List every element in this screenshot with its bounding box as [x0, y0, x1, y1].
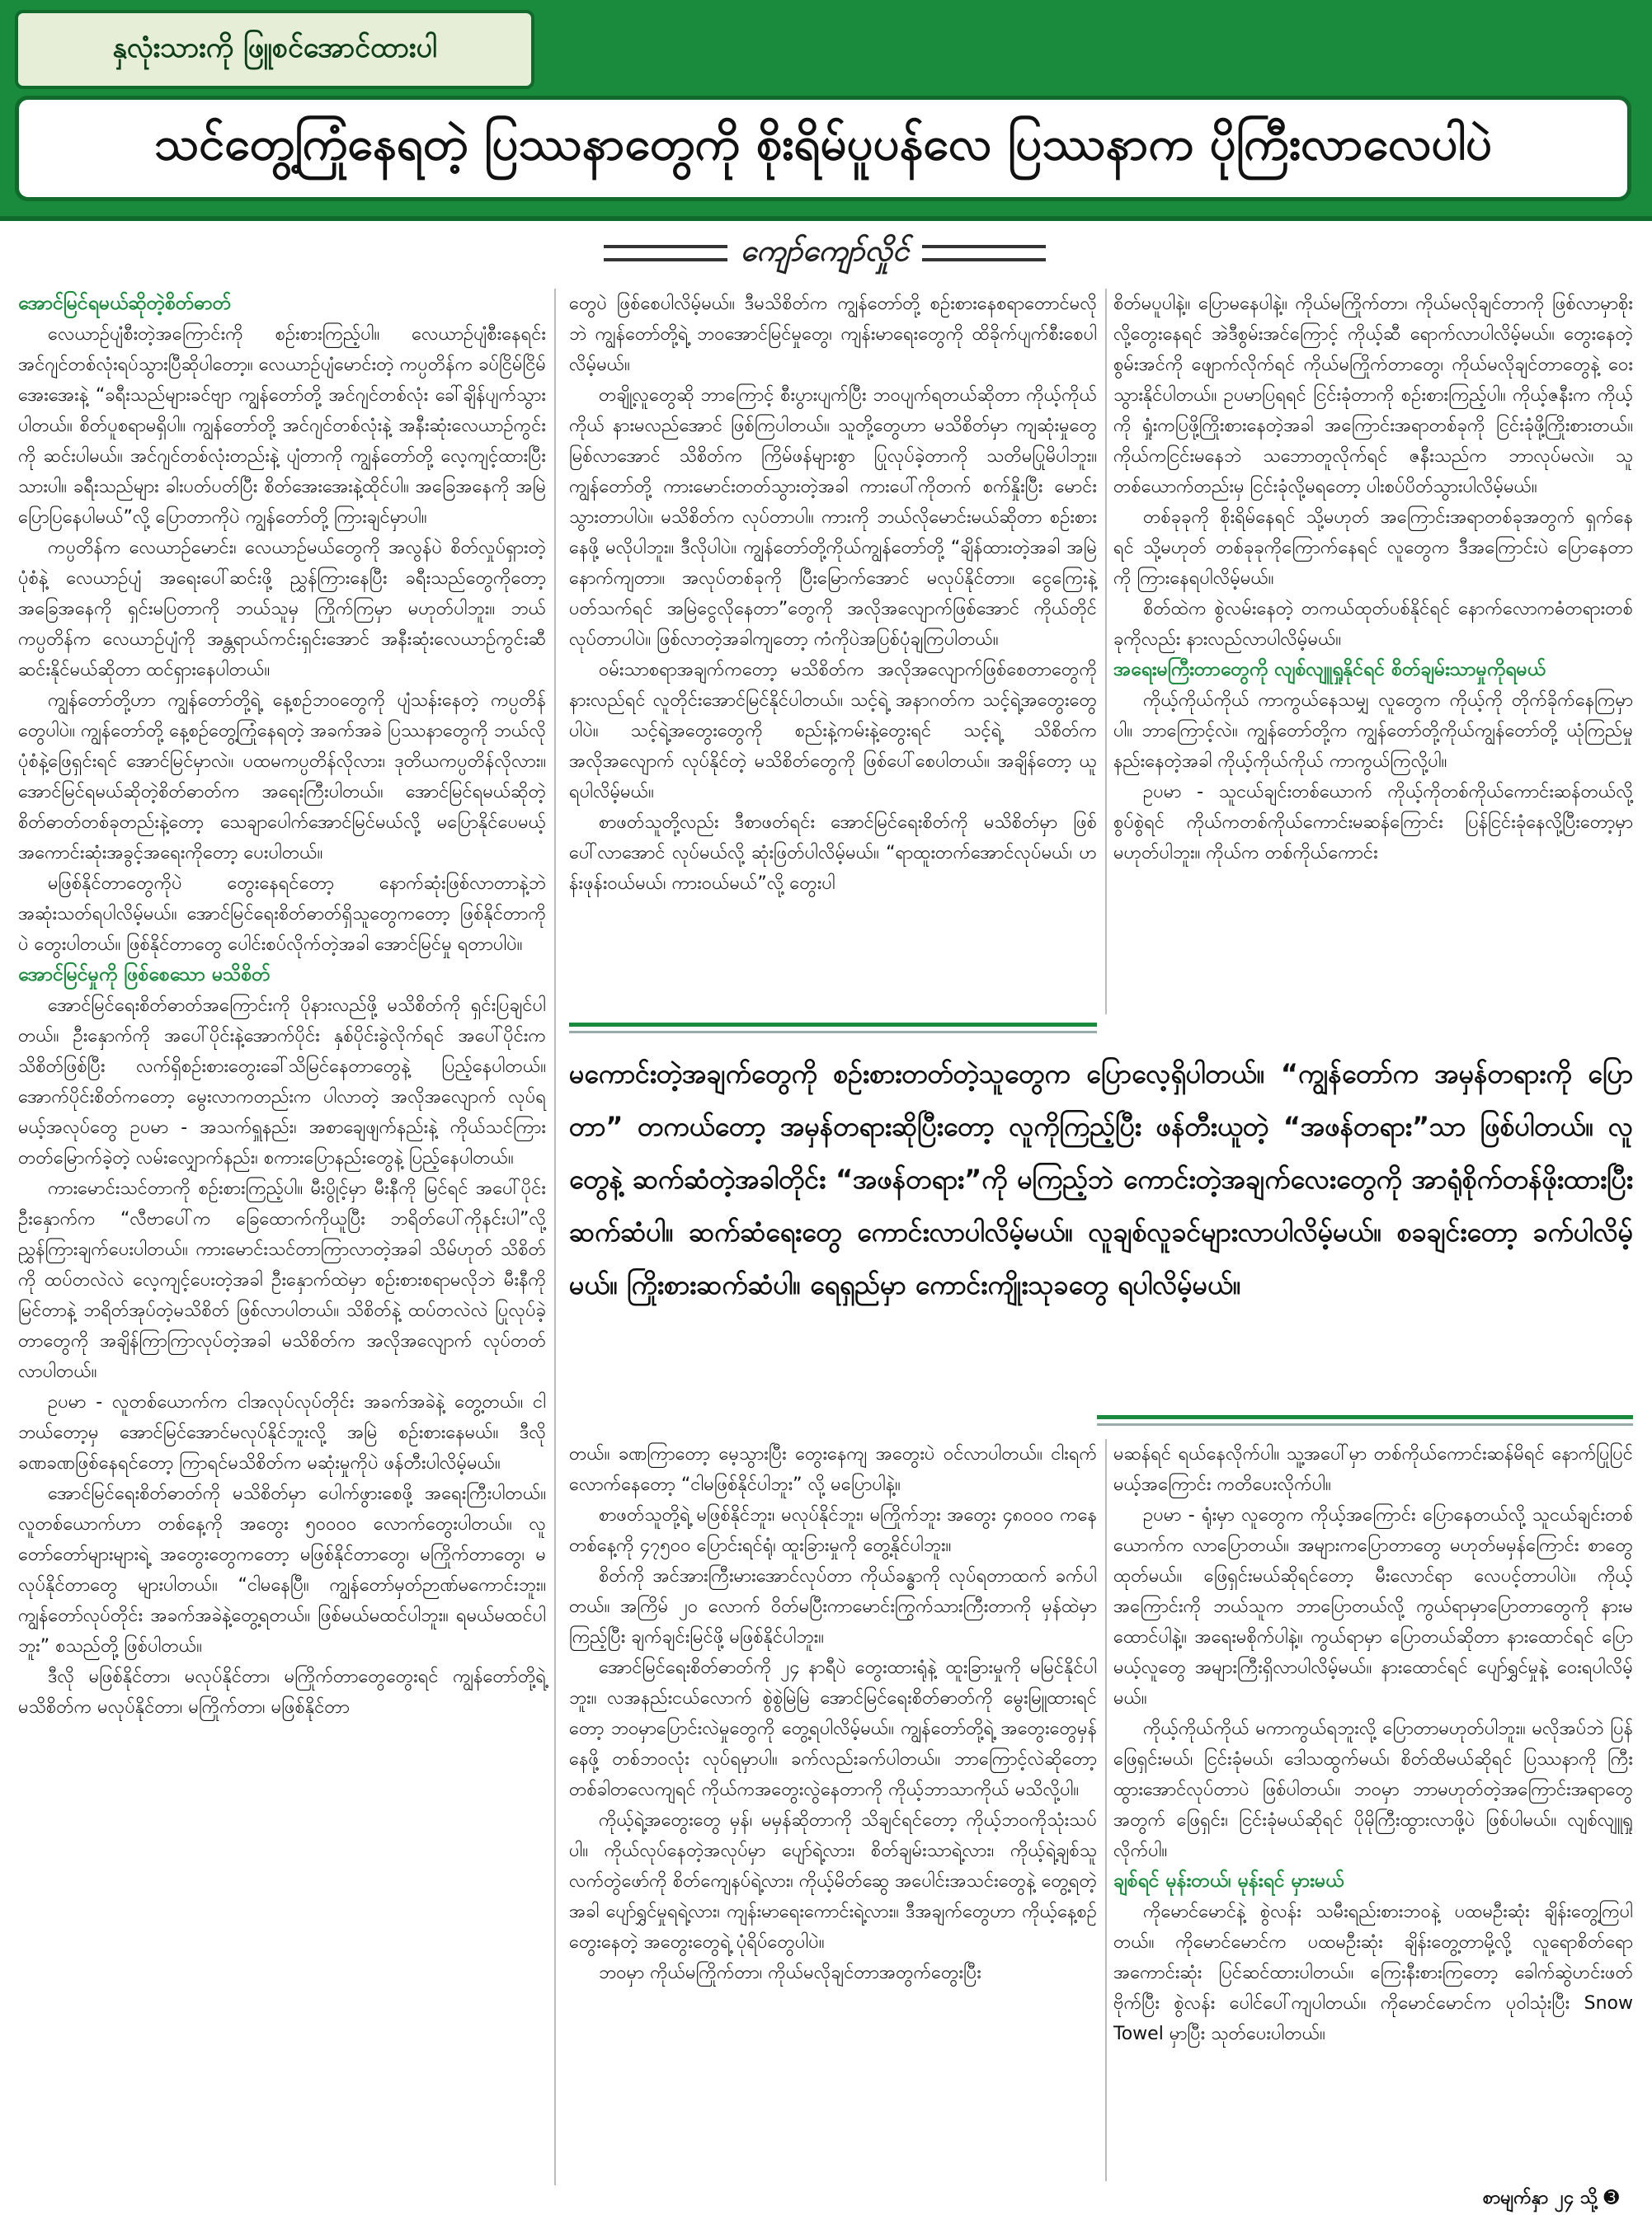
byline-rule-right: [922, 245, 1046, 261]
byline: [569, 233, 1080, 274]
paragraph: တွေပဲ ဖြစ်စေပါလိမ့်မယ်။ ဒီမသိစိတ်က ကျွန်တော်တို့ စဉ်းစားနေစရာတောင်မလိုဘဲ ကျွန်တော်တို့ရဲ့ ဘဝအောင်မြင်မှုတွေ၊ ကျန်းမာရေးတွေကို ထိခိုက်ပျက်စီးစေပါလိမ့်မယ်။: [569, 294, 1097, 375]
section-subhead: အောင်မြင်ရမယ်ဆိုတဲ့စိတ်ဓာတ်: [18, 293, 232, 314]
section-subhead: အောင်မြင်မှုကို ဖြစ်စေသော မသိစိတ်: [18, 964, 271, 985]
pull-quote-rule-top-thin: [569, 1031, 1097, 1033]
paragraph: ကိုယ့်ကိုယ်ကိုယ် ကာကွယ်နေသမျှ လူတွေက ကိုယ့်ကို တိုက်ခိုက်နေကြမှာပါ။ ဘာကြောင့်လဲ။ ကျွန်တော်တို့က ကျွန်တော်တို့ကိုယ်ကျွန်တော်တို့ ယုံကြည်မှုနည်းနေတဲ့အခါ ကိုယ့်ကိုယ်ကိုယ် ကာကွယ်ကြလို့ပါ။: [1113, 690, 1633, 772]
paragraph: တယ်။ ခဏကြာတော့ မေ့သွားပြီး တွေးနေကျ အတွေးပဲ ဝင်လာပါတယ်။ ငါးရက်လောက်နေတော့ “ငါမဖြစ်နိုင်ပါဘူး” လို့ မပြောပါနဲ့။: [569, 1444, 1097, 1495]
paragraph: အောင်မြင်ရေးစိတ်ဓာတ်အကြောင်းကို ပိုနားလည်ဖို့ မသိစိတ်ကို ရှင်းပြချင်ပါတယ်။ ဦးနှောက်ကို အပေါ်ပိုင်းနဲ့အောက်ပိုင်း နှစ်ပိုင်းခွဲလိုက်ရင် အပေါ်ပိုင်းကသိစိတ်ဖြစ်ပြီး လက်ရှိစဉ်းစားတွေးခေါ်သိမြင်နေတာတွေနဲ့ ပြည့်နေပါတယ်။ အောက်ပိုင်းစိတ်ကတော့ မွေးလာကတည်းက ပါလာတဲ့ အလိုအလျောက် လုပ်ရမယ့်အလုပ်တွေ ဥပမာ - အသက်ရှူနည်း၊ အစာချေဖျက်နည်းနဲ့ ကိုယ်သင်ကြားတတ်မြောက်ခဲ့တဲ့ လမ်းလျှောက်နည်း၊ စကားပြောနည်းတွေနဲ့ ပြည့်နေပါတယ်။: [18, 995, 546, 1169]
paragraph: ဥပမာ - သူငယ်ချင်းတစ်ယောက် ကိုယ့်ကိုတစ်ကိုယ်ကောင်းဆန်တယ်လို့ စွပ်စွဲရင် ကိုယ်ကတစ်ကိုယ်ကောင်းမဆန်ကြောင်း ပြန်ငြင်းခုံနေလို့ပြီးတော့မှာ မဟုတ်ပါဘူး။ ကိုယ်က တစ်ကိုယ်ကောင်း: [1113, 782, 1633, 863]
paragraph: ကျွန်တော်တို့ဟာ ကျွန်တော်တို့ရဲ့ နေ့စဉ်ဘဝတွေကို ပျံသန်းနေတဲ့ ကပ္ပတိန်တွေပါပဲ။ ကျွန်တော်တို့ နေ့စဉ်တွေ့ကြုံနေရတဲ့ အခက်အခဲ ပြဿနာတွေကို ဘယ်လိုပုံစံနဲ့ဖြေရှင်းရင် အောင်မြင်မှာလဲ။ ပထမကပ္ပတိန်လိုလား၊ ဒုတိယကပ္ပတိန်လိုလား။ အောင်မြင်ရမယ်ဆိုတဲ့စိတ်ဓာတ်က အရေးကြီးပါတယ်။ အောင်မြင်ရမယ်ဆိုတဲ့ စိတ်ဓာတ်တစ်ခုတည်းနဲ့တော့ သေချာပေါက်အောင်မြင်မယ်လို့ မပြောနိုင်ပေမယ့် အကောင်းဆုံးအခွင့်အရေးကိုတော့ ပေးပါတယ်။: [18, 690, 546, 863]
section-subhead: ချစ်ရင် မုန်းတယ်၊ မုန်းရင် မှားမယ်: [1113, 1870, 1344, 1892]
pull-quote-rule-bottom: [1097, 1415, 1633, 1419]
paragraph: အောင်မြင်ရေးစိတ်ဓာတ်ကို ၂၄ နာရီပဲ တွေးထားရုံနဲ့ ထူးခြားမှုကို မမြင်နိုင်ပါဘူး။ လအနည်းငယ်လောက် စွဲစွဲမြဲမြဲ အောင်မြင်ရေးစိတ်ဓာတ်ကို မွေးမြူထားရင်တော့ ဘဝမှာပြောင်းလဲမှုတွေကို တွေ့ရပါလိမ့်မယ်။ ကျွန်တော်တို့ရဲ့ အတွေးတွေမှန်နေဖို့ တစ်ဘဝလုံး လုပ်ရမှာပါ။ ခက်လည်းခက်ပါတယ်။ ဘာကြောင့်လဲဆိုတော့ တစ်ခါတလေကျရင် ကိုယ်ကအတွေးလွဲနေတာကို ကိုယ့်ဘာသာကိုယ် မသိလို့ပါ။: [569, 1658, 1097, 1800]
pull-quote: မကောင်းတဲ့အချက်တွေကို စဉ်းစားတတ်တဲ့သူတွေက ပြောလေ့ရှိပါတယ်။ “ကျွန်တော်က အမှန်တရားကို ပြောတာ” တကယ်တော့ အမှန်တရားဆိုပြီးတော့ လူကိုကြည့်ပြီး ဖန်တီးယူတဲ့ “အဖန်တရား”သာ ဖြစ်ပါတယ်။ လူတွေနဲ့ ဆက်ဆံတဲ့အခါတိုင်း “အဖန်တရား”ကို မကြည့်ဘဲ ကောင်းတဲ့အချက်လေးတွေကို အာရုံစိုက်တန်ဖိုးထားပြီး ဆက်ဆံပါ။ ဆက်ဆံရေးတွေ ကောင်းလာပါလိမ့်မယ်။ လူချစ်လူခင်များလာပါလိမ့်မယ်။ စခချင်းတော့ ခက်ပါလိမ့်မယ်။ ကြိုးစားဆက်ဆံပါ။ ရေရှည်မှာ ကောင်းကျိုးသုခတွေ ရပါလိမ့်မယ်။: [569, 1058, 1633, 1300]
column-2: [569, 289, 1097, 1014]
paragraph: ကိုယ့်ရဲ့အတွေးတွေ မှန်၊ မမှန်ဆိုတာကို သိချင်ရင်တော့ ကိုယ့်ဘဝကိုသုံးသပ်ပါ။ ကိုယ်လုပ်နေတဲ့အလုပ်မှာ ပျော်ရဲ့လား၊ စိတ်ချမ်းသာရဲ့လား၊ ကိုယ့်ရဲ့ချစ်သူ လက်တွဲဖော်ကို စိတ်ကျေနပ်ရဲ့လား၊ ကိုယ့်မိတ်ဆွေ အပေါင်းအသင်းတွေနဲ့ တွေ့ရတဲ့အခါ ပျော်ရွှင်မှုရရဲ့လား၊ ကျန်းမာရေးကောင်းရဲ့လား။ ဒီအချက်တွေဟာ ကိုယ့်နေ့စဉ်တွေးနေတဲ့ အတွေးတွေရဲ့ ပုံရိပ်တွေပါပဲ။: [569, 1810, 1097, 1953]
paragraph: စိတ်ကို အင်အားကြီးမားအောင်လုပ်တာ ကိုယ်ခန္ဓာကို လုပ်ရတာထက် ခက်ပါတယ်။ အကြိမ် ၂၀ လောက် ဝိတ်မပြီးကာမောင်းကြွက်သားကြီးတာကို မှန်ထဲမှာကြည့်ပြီး ချက်ချင်းမြင်ဖို့ မဖြစ်နိုင်ပါဘူး။: [569, 1566, 1097, 1648]
paragraph: စာဖတ်သူတို့လည်း ဒီစာဖတ်ရင်း အောင်မြင်ရေးစိတ်ကို မသိစိတ်မှာ ဖြစ်ပေါ်လာအောင် လုပ်မယ်လို့ ဆုံးဖြတ်ပါလိမ့်မယ်။ “ရာထူးတက်အောင်လုပ်မယ်၊ ဟန်းဖုန်းဝယ်မယ်၊ ကားဝယ်မယ်”လို့ တွေးပါ: [569, 812, 1097, 894]
paragraph: တချို့လူတွေဆို ဘာကြောင့် စီးပွားပျက်ပြီး ဘဝပျက်ရတယ်ဆိုတာ ကိုယ့်ကိုယ်ကိုယ် နားမလည်အောင် ဖြစ်ကြပါတယ်။ သူတို့တွေဟာ မသိစိတ်မှာ ကျဆုံးမှုတွေမြစ်လာအောင် သိစိတ်က ကြိမ်ဖန်များစွာ ပြုလုပ်ခဲ့တာကို သတိမပြုမိပါဘူး။ ကျွန်တော်တို့ ကားမောင်းတတ်သွားတဲ့အခါ ကားပေါ်ကိုတက် စက်နှိုးပြီး မောင်းသွားတာပါပဲ။ မသိစိတ်က လုပ်တာပါ။ ကားကို ဘယ်လိုမောင်းမယ်ဆိုတာ စဉ်းစားနေဖို့ မလိုပါဘူး။ ဒီလိုပါပဲ။ ကျွန်တော်တို့ကိုယ်ကျွန်တော်တို့ “ချိန်ထားတဲ့အခါ အမြဲနောက်ကျတာ။ အလုပ်တစ်ခုကို ပြီးမြောက်အောင် မလုပ်နိုင်တာ။ ငွေကြေးနဲ့ပတ်သက်ရင် အမြဲငွေလိုနေတာ”တွေကို အလိုအလျောက်ဖြစ်အောင် ကိုယ်တိုင်လုပ်တာပါပဲ။ ဖြစ်လာတဲ့အခါကျတော့ ကံကိုပဲအပြစ်ပုံချကြပါတယ်။: [569, 385, 1097, 650]
paragraph: ဒီလို မဖြစ်နိုင်တာ၊ မလုပ်နိုင်တာ၊ မကြိုက်တာတွေတွေးရင် ကျွန်တော်တို့ရဲ့ မသိစိတ်က မလုပ်နိုင်တာ၊ မကြိုက်တာ၊ မဖြစ်နိုင်တာ: [18, 1667, 546, 1718]
column-divider: [1105, 1439, 1107, 2181]
paragraph: မဆန်ရင် ရယ်နေလိုက်ပါ။ သူ့အပေါ်မှာ တစ်ကိုယ်ကောင်းဆန်မိရင် နောက်ပြုပြင်မယ့်အကြောင်း ကတိပေးလိုက်ပါ။: [1113, 1444, 1633, 1495]
paragraph: ကပ္ပတိန်က လေယာဉ်မောင်း၊ လေယာဉ်မယ်တွေကို အလွန်ပဲ စိတ်လှုပ်ရှားတဲ့ပုံစံနဲ့ လေယာဉ်ပျံ အရေးပေါ်ဆင်းဖို့ ညွှန်ကြားနေပြီး ခရီးသည်တွေကိုတော့ အခြေအနေကို ရှင်းမပြတာကို ဘယ်သူမှ ကြိုက်ကြမှာ မဟုတ်ပါဘူး။ ဘယ်ကပ္ပတိန်က လေယာဉ်ပျံကို အန္တရာယ်ကင်းရှင်းအောင် အနီးဆုံးလေယာဉ်ကွင်းဆီ ဆင်းနိုင်မယ်ဆိုတာ ထင်ရှားနေပါတယ်။: [18, 538, 546, 680]
paragraph: စိတ်မပူပါနဲ့။ ပြောမနေပါနဲ့။ ကိုယ်မကြိုက်တာ၊ ကိုယ်မလိုချင်တာကို ဖြစ်လာမှာစိုးလို့တွေးနေရင် အဲဒီစွမ်းအင်ကြောင့် ကိုယ့်ဆီ ရောက်လာပါလိမ့်မယ်။ တွေးနေတဲ့စွမ်းအင်ကို ဖျောက်လိုက်ရင် ကိုယ်မကြိုက်တာတွေ၊ ကိုယ်မလိုချင်တာတွေနဲ့ ဝေးသွားနိုင်ပါတယ်။ ဥပမာပြရရင် ငြင်းခုံတာကို စဉ်းစားကြည့်ပါ။ ကိုယ့်ဇနီးက ကိုယ့်ကို ရှုံးကပြဖို့ကြိုးစားနေတဲ့အခါ အကြောင်းအရာတစ်ခုကို ငြင်းခုံဖို့ကြိုးစားတယ်။ ကိုယ်ကငြင်းမနေဘဲ သဘောတူလိုက်ရင် ဇနီးသည်က ဘာလုပ်မလဲ။ သူတစ်ယောက်တည်းမှ ငြင်းခုံလို့မရတော့ ပါးစပ်ပိတ်သွားပါလိမ့်မယ်။: [1113, 294, 1633, 497]
kicker-tag: နှလုံးသားကို ဖြူစင်အောင်ထားပါ: [15, 10, 534, 89]
paragraph: ကိုယ့်ကိုယ်ကိုယ် မကာကွယ်ရဘူးလို့ ပြောတာမဟုတ်ပါဘူး။ မလိုအပ်ဘဲ ပြန်ဖြေရှင်းမယ်၊ ငြင်းခုံမယ်၊ ဒေါသထွက်မယ်၊ စိတ်ထိမယ်ဆိုရင် ပြဿနာကို ကြီးထွားအောင်လုပ်တာပဲ ဖြစ်ပါတယ်။ ဘဝမှာ ဘာမဟုတ်တဲ့အကြောင်းအရာတွေအတွက် ဖြေရှင်း၊ ငြင်းခုံမယ်ဆိုရင် ပိုမိုကြီးထွားလာဖို့ပဲ ဖြစ်ပါမယ်။ လျစ်လျူရှုလိုက်ပါ။: [1113, 1719, 1633, 1861]
paragraph: ဥပမာ - လူတစ်ယောက်က ငါအလုပ်လုပ်တိုင်း အခက်အခဲနဲ့ တွေ့တယ်။ ငါဘယ်တော့မှ အောင်မြင်အောင်မလုပ်နိုင်ဘူးလို့ အမြဲ စဉ်းစားနေမယ်။ ဒီလို ခဏခဏဖြစ်နေရင်တော့ ကြာရင်မသိစိတ်က မဆုံးမှုကိုပဲ ဖန်တီးပါလိမ့်မယ်။: [18, 1392, 546, 1474]
paragraph: တစ်ခုခုကို စိုးရိမ်နေရင် သို့မဟုတ် အကြောင်းအရာတစ်ခုအတွက် ရှက်နေရင် သို့မဟုတ် တစ်ခုခုကိုကြောက်နေရင် လူတွေက ဒီအကြောင်းပဲ ပြောနေတာကို ကြားနေရပါလိမ့်မယ်။: [1113, 507, 1633, 589]
paragraph: ကိုမောင်မောင်နဲ့ စွဲလန်း သမီးရည်းစားဘဝနဲ့ ပထမဦးဆုံး ချိန်းတွေ့ကြပါတယ်။ ကိုမောင်မောင်က ပထမဦးဆုံး ချိန်းတွေ့တာမို့လို့ လူရောစိတ်ရော အကောင်းဆုံး ပြင်ဆင်ထားပါတယ်။ ကြေးနီးစားကြတော့ ခေါက်ဆွဲဟင်းဖတ် ဗိုက်ပြီး စွဲလန်း ပေါင်ပေါ်ကျပါတယ်။ ကိုမောင်မောင်က ပုဝါသုံးပြီး Snow Towel မှာပြီး သုတ်ပေးပါတယ်။: [1113, 1902, 1633, 2044]
column-3: [1113, 289, 1633, 1014]
continued-page-label: စာမျက်နှာ ၂၄ သို့ ➌: [1482, 2188, 1619, 2208]
section-subhead: အရေးမကြီးတာတွေကို လျစ်လျူရှုနိုင်ရင် စိတ်ချမ်းသာမှုကိုရမယ်: [1113, 659, 1546, 680]
paragraph: စာဖတ်သူတို့ရဲ့ မဖြစ်နိုင်ဘူး၊ မလုပ်နိုင်ဘူး၊ မကြိုက်ဘူး အတွေး ၄၈၀၀၀ ကနေ တစ်နေ့ကို ၄၇၅၀၀ ပြောင်းရင်ရုံ၊ ထူးခြားမှုကို တွေ့နိုင်ပါဘူး။: [569, 1505, 1097, 1556]
pull-quote-rule-bottom-thin: [1097, 1423, 1633, 1426]
column-divider: [554, 289, 556, 2185]
headline: သင်တွေ့ကြုံနေရတဲ့ ပြဿနာတွေကို စိုးရိမ်ပူပန်လေ ပြဿနာက ပိုကြီးလာလေပါပဲ: [15, 96, 1631, 201]
column-divider: [1105, 289, 1107, 1014]
paragraph: အောင်မြင်ရေးစိတ်ဓာတ်ကို မသိစိတ်မှာ ပေါက်ဖွားစေဖို့ အရေးကြီးပါတယ်။ လူတစ်ယောက်ဟာ တစ်နေ့ကို အတွေး ၅၀၀၀၀ လောက်တွေးပါတယ်။ လူတော်တော်များများရဲ့ အတွေးတွေကတော့ မဖြစ်နိုင်တာတွေ၊ မကြိုက်တာတွေ၊ မလုပ်နိုင်တာတွေ များပါတယ်။ “ငါမနေပြီ။ ကျွန်တော်မှတ်ဉာဏ်မကောင်းဘူး။ ကျွန်တော်လုပ်တိုင်း အခက်အခဲနဲ့တွေ့ရတယ်။ ဖြစ်မယ်မထင်ပါဘူး။ ရမယ်မထင်ပါဘူး” စသည်တို့ ဖြစ်ပါတယ်။: [18, 1484, 546, 1657]
paragraph: ဘဝမှာ ကိုယ်မကြိုက်တာ၊ ကိုယ်မလိုချင်တာအတွက်တွေးပြီး: [599, 1963, 981, 1983]
column-2-continued: [569, 1439, 1097, 2181]
header-banner: [0, 0, 1652, 221]
paragraph: ဝမ်းသာစရာအချက်ကတော့ မသိစိတ်က အလိုအလျောက်ဖြစ်စေတာတွေကိုနားလည်ရင် လူတိုင်းအောင်မြင်နိုင်ပါတယ်။ သင့်ရဲ့ အနာဂတ်က သင့်ရဲ့အတွေးတွေပါပဲ။ သင့်ရဲ့အတွေးတွေကို စည်းနဲ့ကမ်းနဲ့တွေးရင် သင့်ရဲ့ သိစိတ်က အလိုအလျောက် လုပ်နိုင်တဲ့ မသိစိတ်တွေကို ဖြစ်ပေါ်စေပါတယ်။ အချိန်တော့ ယူရပါလိမ့်မယ်။: [569, 660, 1097, 802]
column-3-continued: [1113, 1439, 1633, 2181]
paragraph: လေယာဉ်ပျံစီးတဲ့အကြောင်းကို စဉ်းစားကြည့်ပါ။ လေယာဉ်ပျံစီးနေရင်း အင်ဂျင်တစ်လုံးရပ်သွားပြီဆိုပါတော့။ လေယာဉ်ပျံမောင်းတဲ့ ကပ္ပတိန်က ခပ်ငြိမ်ငြိမ်အေးအေးနဲ့ “ခရီးသည်များခင်ဗျာ ကျွန်တော်တို့ အင်ဂျင်တစ်လုံး ခေါ်ချိန်ပျက်သွားပါတယ်။ စိတ်ပူစရာမရှိပါ။ ကျွန်တော်တို့ အင်ဂျင်တစ်လုံးနဲ့ အနီးဆုံးလေယာဉ်ကွင်းကို ဆင်းပါမယ်။ အင်ဂျင်တစ်လုံးတည်းနဲ့ ပျံတာကို ကျွန်တော်တို့ လေ့ကျင့်ထားပြီးသားပါ။ ခရီးသည်များ ခါးပတ်ပတ်ပြီး စိတ်အေးအေးနဲ့ထိုင်ပါ။ အခြေအနေကို အမြဲပြောပြနေပါမယ်”လို့ ပြောတာကိုပဲ ကျွန်တော်တို့ ကြားချင်မှာပါ။: [18, 324, 546, 528]
byline-rule-left: [604, 245, 727, 261]
pull-quote-rule-top: [569, 1023, 1097, 1027]
author-name: ကျော်ကျော်လှိုင်: [740, 234, 910, 268]
paragraph: ဥပမာ - ရုံးမှာ လူတွေက ကိုယ့်အကြောင်း ပြောနေတယ်လို့ သူငယ်ချင်းတစ်ယောက်က လာပြောတယ်။ အများကပြောတာတွေ မဟုတ်မမှန်ကြောင်း စာတွေထုတ်မယ်။ ဖြေရှင်းမယ်ဆိုရင်တော့ မီးလောင်ရာ လေပင့်တာပါပဲ။ ကိုယ့်အကြောင်းကို ဘယ်သူက ဘာပြောတယ်လို့ ကွယ်ရာမှာပြောတာတွေကို နားမထောင်ပါနဲ့။ အရေးမစိုက်ပါနဲ့။ ကွယ်ရာမှာ ပြောတယ်ဆိုတာ နားထောင်ရင် ပြောမယ့်လူတွေ အများကြီးရှိလာပါလိမ့်မယ်။ နားထောင်ရင် ပျော်ရွှင်မှုနဲ့ ဝေးရပါလိမ့်မယ်။: [1113, 1505, 1633, 1709]
paragraph: ကားမောင်းသင်တာကို စဉ်းစားကြည့်ပါ။ မီးပွိုင့်မှာ မီးနီကို မြင်ရင် အပေါ်ပိုင်းဦးနှောက်က “လီဗာပေါ်က ခြေထောက်ကိုယူပြီး ဘရိတ်ပေါ်ကိုနင်းပါ”လို့ ညွှန်ကြားချက်ပေးပါတယ်။ ကားမောင်းသင်တာကြာလာတဲ့အခါ သိမ်ဟုတ် သိစိတ်ကို ထပ်တလဲလဲ လေ့ကျင့်ပေးတဲ့အခါ ဦးနှောက်ထဲမှာ စဉ်းစားစရာမလိုဘဲ မီးနီကိုမြင်တာနဲ့ ဘရိတ်အုပ်တဲ့မသိစိတ် ဖြစ်လာပါတယ်။ သိစိတ်နဲ့ ထပ်တလဲလဲ ပြုလုပ်ခဲ့တာတွေကို အချိန်ကြာကြာလုပ်တဲ့အခါ မသိစိတ်က အလိုအလျောက် လုပ်တတ်လာပါတယ်။: [18, 1178, 546, 1382]
paragraph: စိတ်ထဲက စွဲလမ်းနေတဲ့ တကယ်ထုတ်ပစ်နိုင်ရင် နောက်လောကဓံတရားတစ်ခုကိုလည်း နားလည်လာပါလိမ့်မယ်။: [1113, 599, 1633, 650]
paragraph: မဖြစ်နိုင်တာတွေကိုပဲ တွေးနေရင်တော့ နောက်ဆုံးဖြစ်လာတာနဲ့ဘဲ အဆုံးသတ်ရပါလိမ့်မယ်။ အောင်မြင်ရေးစိတ်ဓာတ်ရှိသူတွေကတော့ ဖြစ်နိုင်တာကိုပဲ တွေးပါတယ်။ ဖြစ်နိုင်တာတွေ ပေါင်းစပ်လိုက်တဲ့အခါ အောင်မြင်မှု ရတာပါပဲ။: [18, 873, 546, 955]
column-1: [18, 289, 546, 2185]
